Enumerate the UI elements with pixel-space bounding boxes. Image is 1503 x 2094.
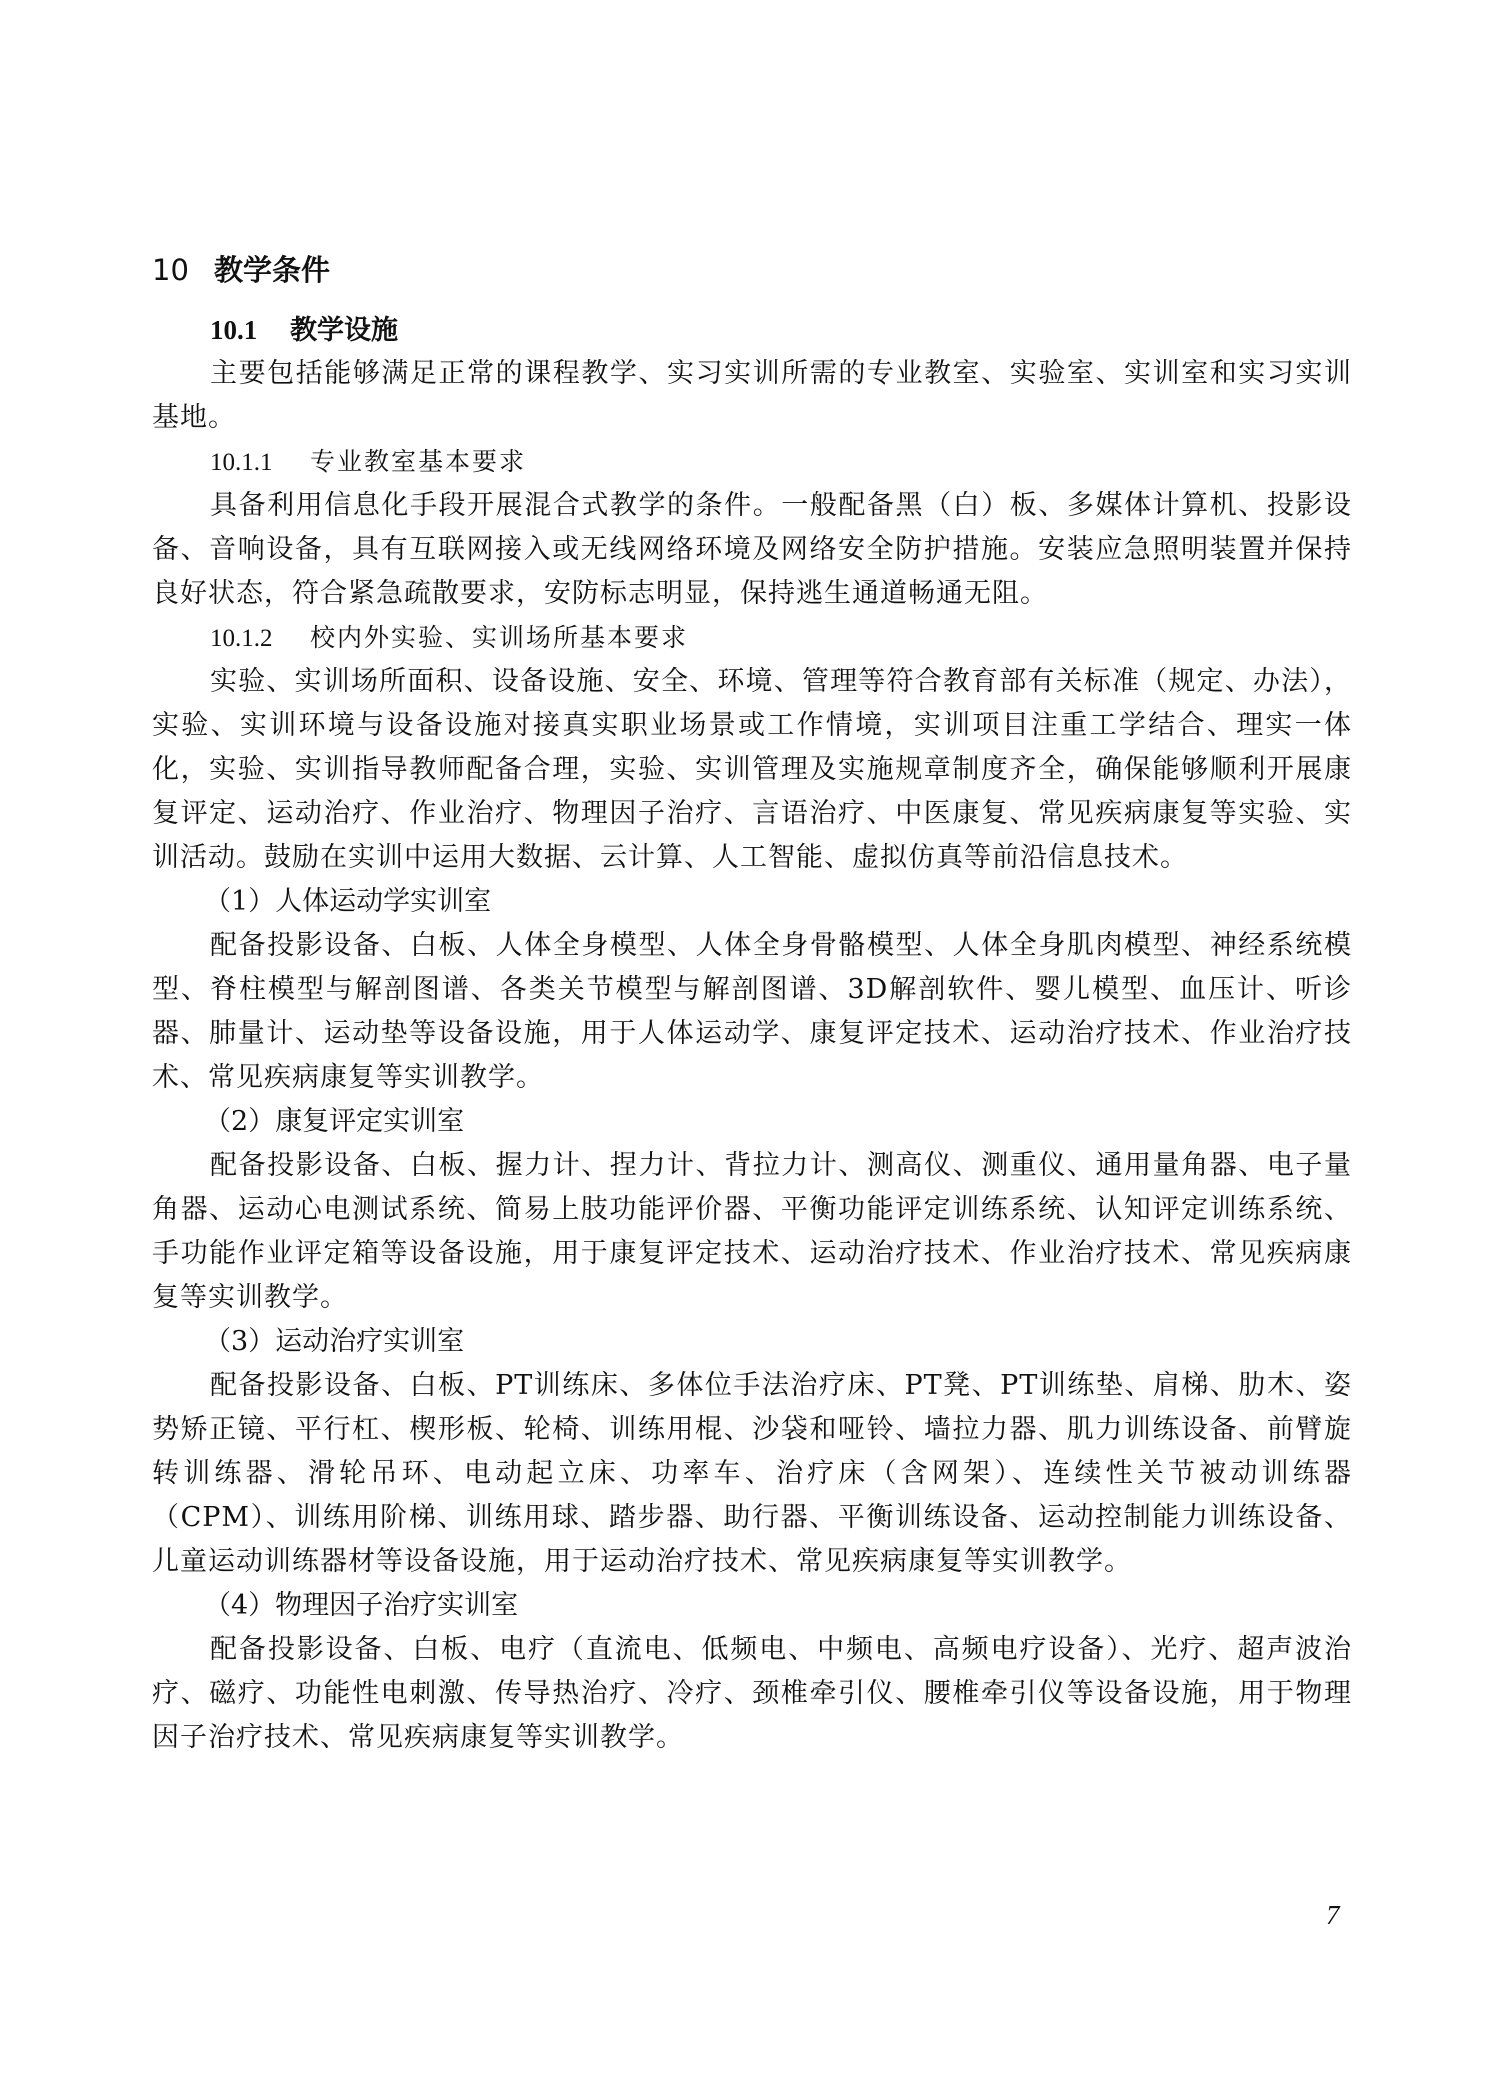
item-3-label: （3）运动治疗实训室	[204, 1326, 465, 1357]
item-2-label: （2）康复评定实训室	[204, 1106, 465, 1137]
section-heading	[152, 248, 1352, 292]
item-3-paragraph: 配备投影设备、白板、PT训练床、多体位手法治疗床、PT凳、PT训练垫、肩梯、肋木、姿势矫正镜、平行杠、楔形板、轮椅、训练用棍、沙袋和哑铃、墙拉力器、肌力训练设备、前臂旋转训练器、滑轮吊环、电动起立床、功率车、治疗床（含网架）、连续性关节被动训练器（CPM）、训练用阶梯、训练用球、踏步器、助行器、平衡训练设备、运动控制能力训练设备、儿童运动训练器材等设备设施，用于运动治疗技术、常见疾病康复等实训教学。	[152, 1370, 1352, 1577]
page-number: 7	[1326, 1900, 1340, 1930]
sub2-title: 校内外实验、实训场所基本要求	[310, 623, 689, 652]
sub1-paragraph: 具备利用信息化手段开展混合式教学的条件。一般配备黑（白）板、多媒体计算机、投影设备、音响设备，具有互联网接入或无线网络环境及网络安全防护措施。安装应急照明装置并保持良好状态，符合紧急疏散要求，安防标志明显，保持逃生通道畅通无阻。	[152, 490, 1352, 609]
item-1-paragraph: 配备投影设备、白板、人体全身模型、人体全身骨骼模型、人体全身肌肉模型、神经系统模型、脊柱模型与解剖图谱、各类关节模型与解剖图谱、3D解剖软件、婴儿模型、血压计、听诊器、肺量计、运动垫等设备设施，用于人体运动学、康复评定技术、运动治疗技术、作业治疗技术、常见疾病康复等实训教学。	[152, 930, 1352, 1093]
sub2-heading	[152, 616, 1352, 660]
section-number: 10	[152, 253, 189, 287]
sub2-number: 10.1.2	[210, 625, 273, 652]
section-title: 教学条件	[214, 253, 331, 287]
subsection-number: 10.1	[210, 315, 258, 345]
sub1-title: 专业教室基本要求	[310, 447, 527, 476]
subsection-intro: 主要包括能够满足正常的课程教学、实习实训所需的专业教室、实验室、实训室和实习实训基地。	[152, 358, 1352, 433]
item-4-paragraph: 配备投影设备、白板、电疗（直流电、低频电、中频电、高频电疗设备）、光疗、超声波治疗、磁疗、功能性电刺激、传导热治疗、冷疗、颈椎牵引仪、腰椎牵引仪等设备设施，用于物理因子治疗技术、常见疾病康复等实训教学。	[152, 1634, 1352, 1753]
page-content	[152, 248, 1352, 1760]
item-2-paragraph: 配备投影设备、白板、握力计、捏力计、背拉力计、测高仪、测重仪、通用量角器、电子量角器、运动心电测试系统、简易上肢功能评价器、平衡功能评定训练系统、认知评定训练系统、手功能作业评定箱等设备设施，用于康复评定技术、运动治疗技术、作业治疗技术、常见疾病康复等实训教学。	[152, 1150, 1352, 1313]
subsection-title: 教学设施	[290, 315, 398, 346]
sub2-paragraph: 实验、实训场所面积、设备设施、安全、环境、管理等符合教育部有关标准（规定、办法），实验、实训环境与设备设施对接真实职业场景或工作情境，实训项目注重工学结合、理实一体化，实验、实训指导教师配备合理，实验、实训管理及实施规章制度齐全，确保能够顺利开展康复评定、运动治疗、作业治疗、物理因子治疗、言语治疗、中医康复、常见疾病康复等实验、实训活动。鼓励在实训中运用大数据、云计算、人工智能、虚拟仿真等前沿信息技术。	[152, 666, 1352, 873]
subsection-heading	[152, 308, 1352, 352]
sub1-number: 10.1.1	[210, 449, 273, 476]
item-4-label: （4）物理因子治疗实训室	[204, 1590, 519, 1621]
sub1-heading	[152, 440, 1352, 484]
item-1-label: （1）人体运动学实训室	[204, 886, 492, 917]
